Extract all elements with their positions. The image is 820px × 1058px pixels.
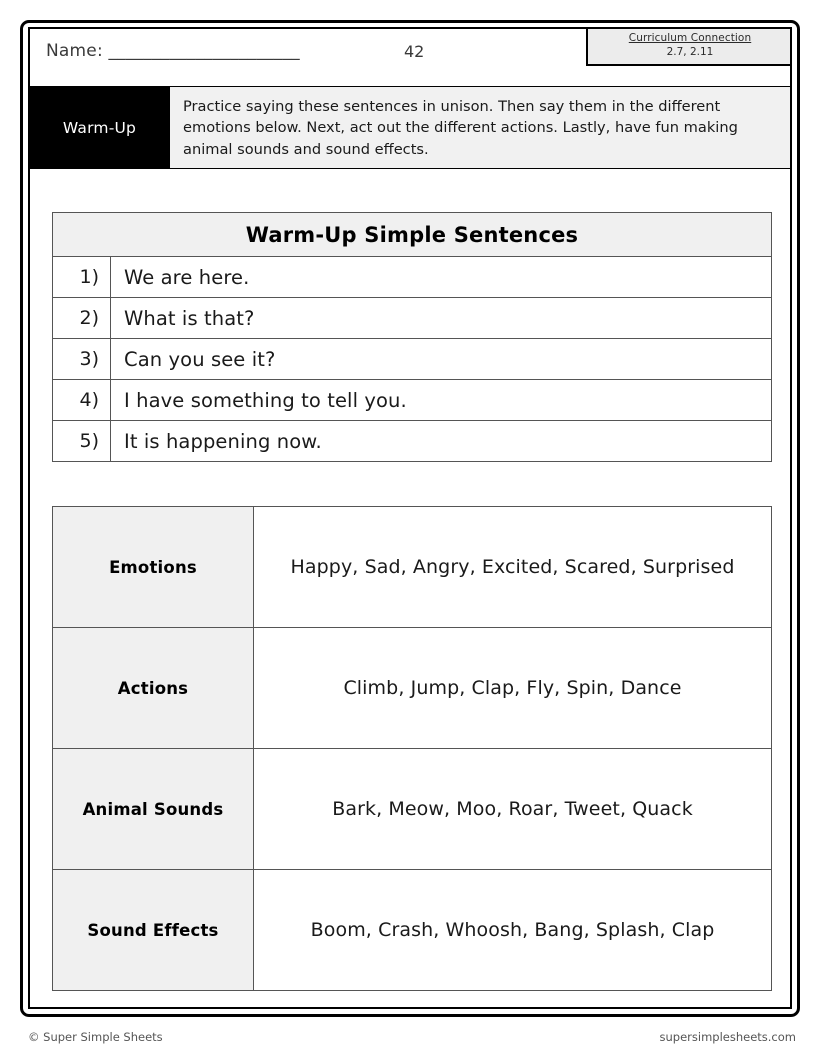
footer-website: supersimplesheets.com [659, 1030, 796, 1044]
category-label: Actions [53, 628, 254, 749]
table-row [53, 870, 772, 991]
sentence-number: 5) [53, 421, 111, 462]
sentence-number: 1) [53, 257, 111, 298]
sentence-number: 4) [53, 380, 111, 421]
category-items: Happy, Sad, Angry, Excited, Scared, Surprised [254, 507, 772, 628]
category-items: Bark, Meow, Moo, Roar, Tweet, Quack [254, 749, 772, 870]
table-row [53, 749, 772, 870]
sentence-text: We are here. [111, 257, 772, 298]
sentence-text: It is happening now. [111, 421, 772, 462]
warm-up-instruction-text: Practice saying these sentences in unison. Then say them in the different emotions below. Next, act out the different actions. Lastly, have fun making animal sounds and sound effects. [169, 87, 790, 168]
categories-table [52, 506, 772, 991]
warm-up-instruction-strip [30, 86, 790, 169]
category-items: Climb, Jump, Clap, Fly, Spin, Dance [254, 628, 772, 749]
table-row [53, 507, 772, 628]
table-row [53, 421, 772, 462]
name-field-label: Name: ______________________ [46, 41, 300, 61]
sentences-table-title: Warm-Up Simple Sentences [53, 213, 772, 257]
sentences-table-body [53, 257, 772, 462]
table-row [53, 628, 772, 749]
page-footer [0, 1030, 820, 1058]
category-label: Emotions [53, 507, 254, 628]
worksheet-page [28, 27, 792, 1009]
category-items: Boom, Crash, Whoosh, Bang, Splash, Clap [254, 870, 772, 991]
worksheet-header [30, 29, 790, 86]
table-row [53, 257, 772, 298]
sentence-text: What is that? [111, 298, 772, 339]
sentence-text: I have something to tell you. [111, 380, 772, 421]
category-label: Sound Effects [53, 870, 254, 991]
curriculum-connection-codes: 2.7, 2.11 [666, 45, 714, 58]
warm-up-label: Warm-Up [30, 87, 169, 168]
table-row [53, 339, 772, 380]
page-number: 42 [404, 42, 425, 61]
curriculum-connection-box [586, 27, 792, 66]
table-row [53, 380, 772, 421]
table-row [53, 298, 772, 339]
categories-table-body [53, 507, 772, 991]
curriculum-connection-title: Curriculum Connection [628, 32, 752, 45]
sentence-number: 3) [53, 339, 111, 380]
sentence-number: 2) [53, 298, 111, 339]
sentence-text: Can you see it? [111, 339, 772, 380]
footer-copyright: © Super Simple Sheets [28, 1030, 163, 1044]
warm-up-sentences-table [52, 212, 772, 462]
table-header-row [53, 213, 772, 257]
category-label: Animal Sounds [53, 749, 254, 870]
